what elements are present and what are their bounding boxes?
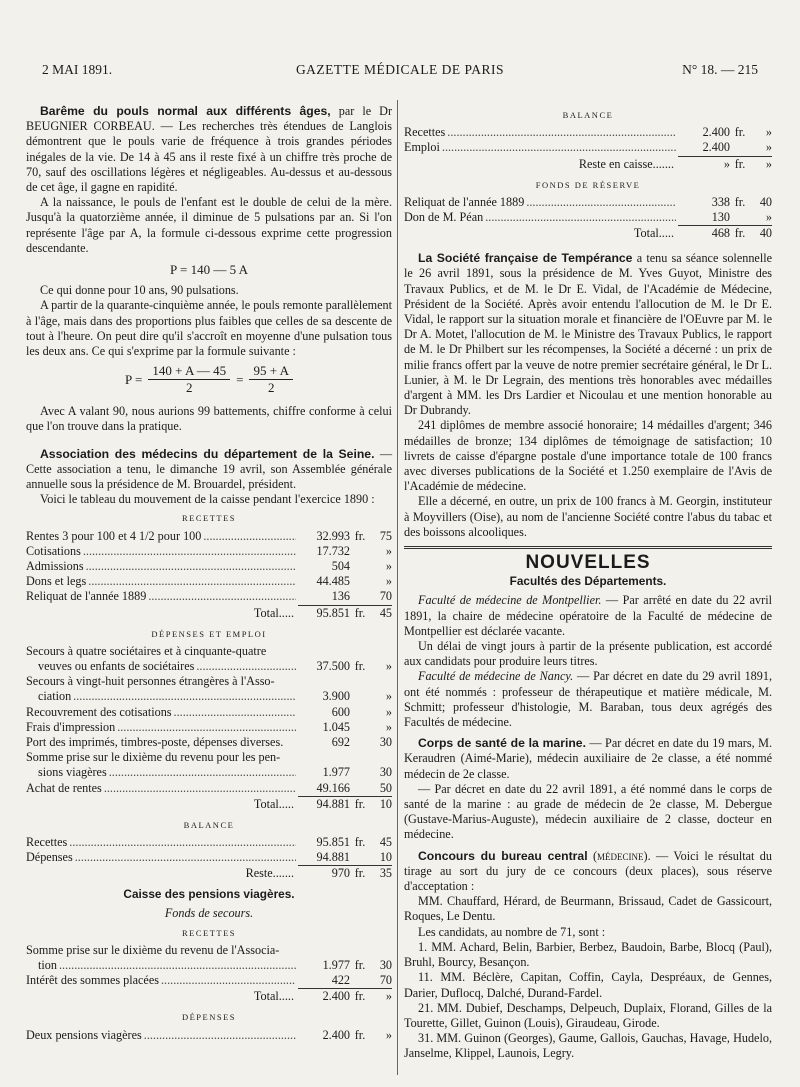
leader-dots	[148, 589, 296, 604]
table-row: Reliquat de l'année 1889 ..... 338 fr. 40	[404, 195, 772, 210]
column-divider	[397, 100, 398, 1075]
reste-en-caisse-row: Reste en caisse....... » fr. »	[578, 156, 772, 171]
candidates-11: 11. MM. Béclère, Capitan, Coffin, Cayla, Despréaux, de Gennes, Darier, Duflocq, Dalché, Durand-Fardel.	[404, 970, 772, 1000]
table-row: ciation ..... 3.900 »	[26, 689, 392, 704]
table-row: Recouvrement des cotisations ..... 600 »	[26, 705, 392, 720]
temperance-paragraph-3: Elle a décerné, en outre, un prix de 100 francs à M. Georgin, instituteur à Moyvillers (Oise), au nom de l'ancienne Société contre l'abus du tabac et des boissons alcooliques.	[404, 494, 772, 539]
table-row: Emploi ..... 2.400 »	[404, 140, 772, 155]
recettes-table	[26, 529, 392, 605]
recettes-total: Total..... 95.851 fr. 45	[253, 605, 392, 620]
page-header	[30, 62, 770, 82]
leader-dots	[88, 574, 296, 589]
temperance-title: La Société française de Tempérance	[418, 251, 633, 266]
caisse-title: Caisse des pensions viagères.	[123, 887, 295, 902]
caisse-depenses-caption: DÉPENSES	[181, 1012, 237, 1023]
right-column	[404, 108, 772, 1062]
table-row: Don de M. Péan ..... 130 »	[404, 210, 772, 225]
leader-dots	[109, 765, 296, 780]
table-row: Recettes ..... 95.851 fr. 45	[26, 835, 392, 850]
leader-dots	[174, 705, 296, 720]
table-row-label: Secours à vingt-huit personnes étrangères à l'Asso-	[26, 674, 275, 689]
table-row: Deux pensions viagères ..... 2.400 fr. »	[26, 1028, 392, 1043]
table-row-label: Somme prise sur le dixième du revenu de l'Associa-	[26, 942, 280, 957]
concours-title: Concours du bureau central	[418, 848, 588, 863]
balance-caption: BALANCE	[183, 819, 235, 830]
bareme-paragraph-3: Ce qui donne pour 10 ans, 90 pulsations.	[40, 283, 239, 298]
leader-dots	[86, 559, 296, 574]
right-balance-caption: BALANCE	[562, 110, 614, 120]
facultes-heading: Facultés des Départements.	[509, 574, 667, 589]
leader-dots	[196, 659, 296, 674]
formula-ascending: P = $\frac{140 + A — 45}{2}$ = $\frac{95 + A}{2}$	[26, 363, 392, 396]
leader-dots	[59, 958, 296, 973]
leader-dots	[526, 195, 676, 210]
table-row-label: Secours à quatre sociétaires et à cinquante-quatre	[26, 643, 267, 658]
fonds-reserve-caption: FONDS DE RÉSERVE	[535, 179, 641, 190]
montpellier-title: Faculté de médecine de Montpellier.	[418, 593, 602, 608]
leader-dots	[485, 210, 676, 225]
table-row: Port des imprimés, timbres-poste, dépenses diverses. 692 30	[26, 734, 392, 749]
bareme-paragraph-5: Avec A valant 90, nous aurions 99 battements, chiffre conforme à celui que l'on trouve dans la pratique.	[26, 404, 392, 434]
nancy-title: Faculté de médecine de Nancy.	[418, 669, 574, 684]
fonds-total: Total..... 468 fr. 40	[633, 226, 772, 241]
depenses-caption: DÉPENSES ET EMPLOI	[151, 628, 267, 639]
assoc-title: Association des médecins du département de la Seine.	[40, 446, 375, 461]
caisse-depenses-table	[26, 1028, 392, 1043]
montpellier-paragraph: Faculté de médecine de Montpellier. — Par arrêté en date du 22 avril 1891, la chaire de médecine opératoire de la Faculté de médecine de Montpellier est déclarée vacante.	[404, 593, 772, 638]
fraction-1: $\frac{140 + A — 45}{2}$	[148, 363, 230, 396]
leader-dots	[447, 125, 676, 140]
bareme-title: Barême du pouls normal aux différents âges,	[40, 104, 331, 118]
leader-dots	[69, 835, 296, 850]
table-row: Intérêt des sommes placées ..... 422 70	[26, 973, 392, 988]
marine-title: Corps de santé de la marine.	[418, 736, 586, 751]
reste-row: Reste....... 970 fr. 35	[245, 866, 392, 881]
formula-descending: P = 140 — 5 A	[170, 262, 248, 278]
bareme-paragraph-4: A partir de la quarante-cinquième année, le pouls remonte parallèlement à l'âge, mais dans des proportions plus faibles que celles de sa descente de tout à l'heure. On peut dire qu'il s'accroît en moyenne d'une pulsation tous les deux ans. Ce qui s'exprime par la formule suivante :	[26, 298, 392, 359]
leader-dots	[83, 544, 296, 559]
temperance-paragraph-1: La Société française de Tempérance a tenu sa séance solennelle le 26 avril 1891, sous la présidence de M. Yves Guyot, Ministre des Travaux Publics, et de M. le Dr E. Vidal, de l'Académie de Médecine, Président de la Société. Après avoir entendu l'allocution de M. le Dr E. Vidal, le rapport sur la situation morale et financière de l'OEuvre par M. le Dr A. Motet, l'allocution de M. le Ministre des Travaux Publics, le rapport de M. le Dr Philbert sur les récompenses, la Société a décerné : un prix de milie francs offert par la veuve de notre premier secrétaire général, le Dr L. Lunier, à M. le Dr Legrain, des mentions très honorables avec médailles d'argent à MM. les Drs Lardier et Nicoulau et une mention honorable au Dr Dubrandy.	[404, 251, 773, 418]
fraction-2: $\frac{95 + A}{2}$	[249, 363, 293, 396]
depenses-table	[26, 644, 392, 796]
table-row: sions viagères ..... 1.977 30	[26, 765, 392, 780]
concours-count: Les candidats, au nombre de 71, sont :	[418, 924, 606, 939]
caisse-total: Total..... 2.400 fr. »	[253, 989, 392, 1004]
table-row: Dons et legs ..... 44.485 »	[26, 574, 392, 589]
table-row: Admissions ..... 504 »	[26, 559, 392, 574]
assoc-paragraph-1: Association des médecins du département de la Seine. — Cette association a tenu, le dimanche 19 avril, son Assemblée générale annuelle sous la présidence de M. Brouardel, président.	[26, 446, 393, 492]
nouvelles-heading: NOUVELLES	[525, 552, 651, 574]
table-row: Rentes 3 pour 100 et 4 1/2 pour 100 ..... 32.993 fr. 75	[26, 529, 392, 544]
table-row: Achat de rentes ..... 49.166 50	[26, 781, 392, 796]
issue-number: N° 18. — 215	[682, 62, 758, 77]
assoc-paragraph-2: Voici le tableau du mouvement de la caisse pendant l'exercice 1890 :	[40, 492, 375, 507]
candidates-21: 21. MM. Dubief, Deschamps, Delpeuch, Duplaix, Florand, Gilles de la Tourette, Gillet, Guinon (Louis), Giraudeau, Girode.	[404, 1000, 772, 1030]
caisse-recettes-caption: RECETTES	[181, 927, 237, 938]
table-row: Recettes ..... 2.400 fr. »	[404, 125, 772, 140]
leader-dots	[75, 850, 296, 865]
leader-dots	[144, 1028, 296, 1043]
montpellier-paragraph-2: Un délai de vingt jours à partir de la présente publication, est accordé aux candidats pour produire leurs titres.	[404, 639, 772, 669]
table-row: Reliquat de l'année 1889 ..... 136 70	[26, 589, 392, 604]
concours-jury: MM. Chauffard, Hérard, de Beurmann, Brissaud, Cadet de Gassicourt, Roques, Le Dentu.	[404, 894, 772, 924]
table-row: Dépenses ..... 94.881 10	[26, 850, 392, 865]
depenses-total: Total..... 94.881 fr. 10	[253, 796, 392, 811]
journal-title: GAZETTE MÉDICALE DE PARIS	[295, 62, 505, 77]
leader-dots	[161, 973, 296, 988]
section-divider	[404, 546, 772, 549]
leader-dots	[203, 529, 296, 544]
recettes-caption: RECETTES	[181, 513, 237, 524]
temperance-paragraph-2: 241 diplômes de membre associé honoraire; 14 médailles d'argent; 346 médailles de bronze; 134 diplômes de témoignage de satisfaction; 10 livrets de caisse d'épargne postale d'une importance totale de 100 francs avec diverses publications de la Société et 1.250 exemplaire de l'Avis de l'Académie de médecine.	[404, 418, 772, 494]
marine-paragraph: Corps de santé de la marine. — Par décret en date du 19 mars, M. Keraudren (Aimé-Marie), médecin auxiliaire de 2e classe, a été nommé médecin de 2e classe.	[404, 736, 772, 781]
right-balance-table	[404, 125, 772, 155]
balance-table	[26, 835, 392, 865]
table-row: veuves ou enfants de sociétaires ..... 37.500 fr. »	[26, 659, 392, 674]
table-row: tion ..... 1.977 fr. 30	[26, 958, 392, 973]
leader-dots	[442, 140, 676, 155]
bareme-paragraph-1: Barême du pouls normal aux différents âges, par le Dr BEUGNIER CORBEAU. — Les recherches très étendues de Langlois démontrent que le pouls varie de fréquence à trois grandes périodes inégales de la vie. De 14 à 45 ans il reste fixé à un chiffre très proche de 70, sauf des oscillations légères et négligeables. Au-dessus et au-dessous de cet âge, il gagne en rapidité.	[26, 104, 393, 195]
bareme-paragraph-2: A la naissance, le pouls de l'enfant est le double de celui de la mère. Jusqu'à la quatorzième année, il diminue de 5 pulsations par an. Si l'on représente l'âge par A, la formule ci-dessous exprime cette progression descendante.	[26, 195, 392, 255]
leader-dots	[117, 720, 296, 735]
candidates-1: 1. MM. Achard, Belin, Barbier, Berbez, Baudoin, Barbe, Blocq (Paul), Bruhl, Bourcy, Besançon.	[404, 939, 772, 970]
nancy-paragraph: Faculté de médecine de Nancy. — Par décret en date du 29 avril 1891, ont été nommés : professeur de thérapeutique et matière médicale, M. Schmitt; professeur d'histologie, M. Baraban, tous deux agrégés des Facultés de médecine.	[404, 669, 772, 730]
leader-dots	[73, 689, 296, 704]
issue-date: 2 MAI 1891.	[42, 62, 113, 77]
table-row: Cotisations ..... 17.732 »	[26, 544, 392, 559]
table-row: Frais d'impression ..... 1.045 »	[26, 720, 392, 735]
table-row-label: Somme prise sur le dixième du revenu pour les pen-	[26, 750, 281, 765]
candidates-31: 31. MM. Guinon (Georges), Gaume, Gallois, Gauchas, Havage, Hudelo, Janselme, Klippel, Launois, Legry.	[404, 1031, 772, 1061]
leader-dots	[104, 781, 296, 796]
caisse-subtitle: Fonds de secours.	[164, 906, 254, 921]
caisse-recettes-table	[26, 943, 392, 989]
concours-paragraph: Concours du bureau central (médecine). — Voici le résultat du tirage au sort du jury de ce concours (deux places), sous réserve d'acceptation :	[404, 848, 772, 894]
marine-paragraph-2: — Par décret en date du 22 avril 1891, a été nommé dans le corps de santé de la marine : au grade de médecin de 2e classe, M. Debergue (Gustave-Marius-Auguste), médecin auxiliaire de 2 classe, docteur en médecine.	[404, 781, 772, 842]
fonds-reserve-table	[404, 195, 772, 225]
left-column	[26, 104, 392, 1043]
